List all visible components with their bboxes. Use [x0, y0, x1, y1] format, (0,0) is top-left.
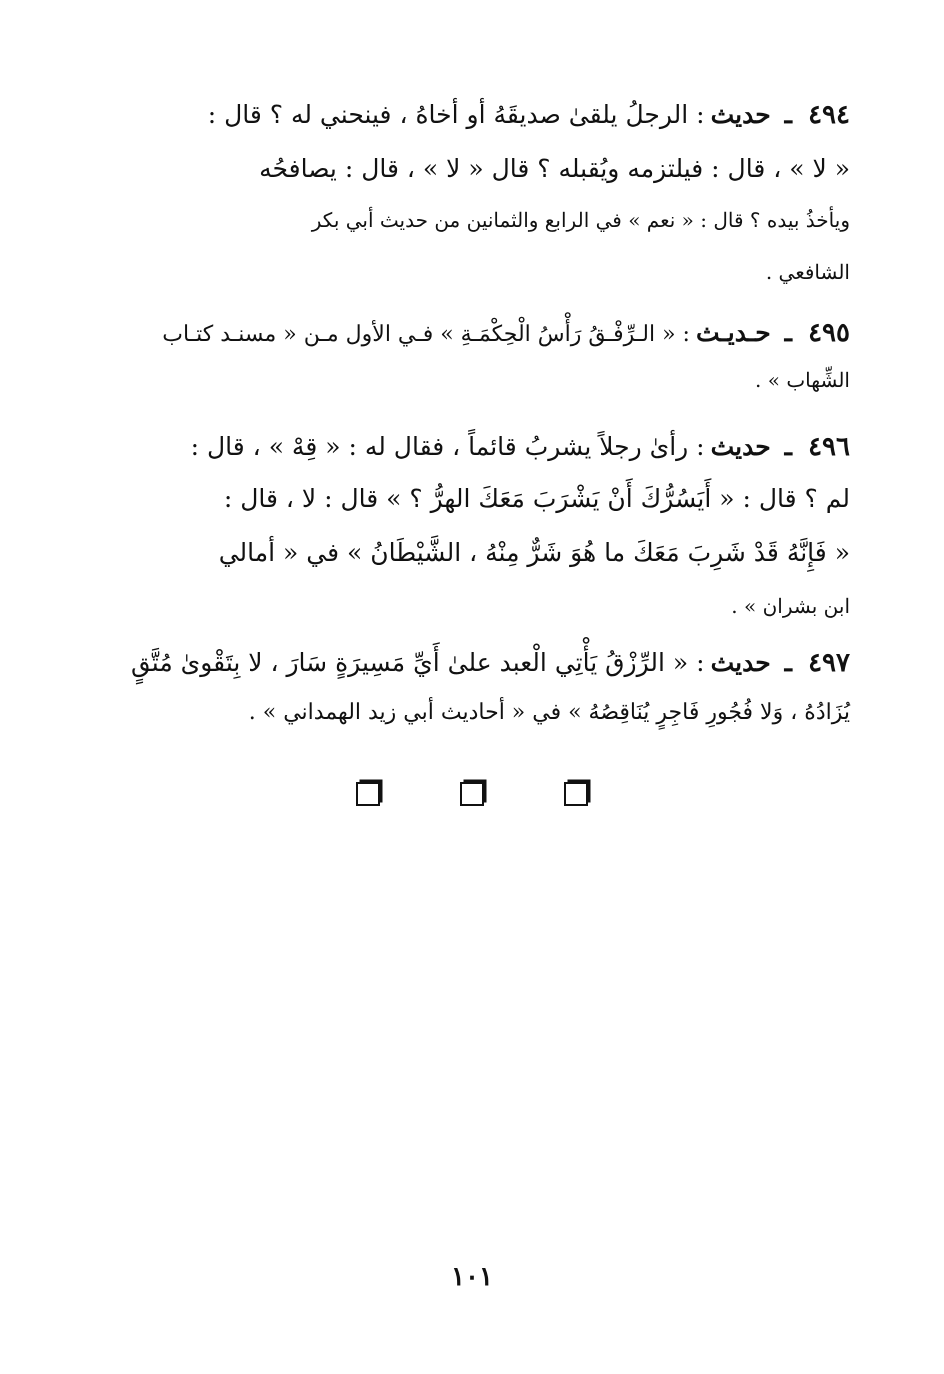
entry-dash: ـ [784, 648, 792, 677]
entry-number: ٤٩٧ [808, 648, 850, 678]
entry-dash: ـ [784, 100, 792, 129]
square-ornament-icon [356, 782, 380, 806]
entry-text-line: لم ؟ قال : « أَيَسُرُّكَ أَنْ يَشْرَبَ مَعَكَ الهرُّ ؟ » قال : لا ، قال : [223, 484, 850, 513]
entry-keyword: حديث [710, 100, 771, 129]
entry-text-line: ويأخذُ بيده ؟ قال : « نعم » في الرابع والثمانين من حديث أبي بكر [311, 208, 850, 232]
entry-text-line: « فَإِنَّهُ قَدْ شَرِبَ مَعَكَ ما هُوَ شَرٌّ مِنْهُ ، الشَّيْطَانُ » في « أمالي [218, 538, 850, 567]
square-ornament-icon [460, 782, 484, 806]
hadith-entry-494 [100, 100, 850, 304]
hadith-entry-497 [100, 648, 850, 748]
entry-text-line: « لا » ، قال : فيلتزمه ويُقبله ؟ قال « لا » ، قال : يصافحُه [259, 154, 850, 183]
entry-number: ٤٩٤ [808, 100, 850, 130]
hadith-entry-496 [100, 432, 850, 638]
entry-dash: ـ [784, 318, 792, 347]
entry-text-line: : رأىٰ رجلاً يشربُ قائماً ، فقال له : « قِهْ » ، قال : [190, 432, 705, 461]
hadith-entry-495 [100, 318, 850, 412]
entry-first-line [100, 648, 850, 700]
entry-keyword: حديث [710, 432, 771, 461]
entry-first-line [100, 318, 850, 368]
entry-number: ٤٩٥ [808, 318, 850, 348]
entry-keyword: حديث [710, 648, 771, 677]
entry-first-line [100, 100, 850, 154]
entry-keyword: حـديـث [695, 318, 771, 347]
entry-text-line: : الرجلُ يلقىٰ صديقَهُ أو أخاهُ ، فينحني له ؟ قال : [207, 100, 705, 129]
entry-text-line: ابن بشران » . [731, 594, 850, 618]
section-divider-ornaments [0, 782, 944, 806]
entry-text-line: : « الـرِّفْـقُ رَأْسُ الْحِكْمَـةِ » فـي الأول مـن « مسنـد كتـاب [162, 322, 690, 347]
entry-first-line [100, 432, 850, 484]
square-ornament-icon [564, 782, 588, 806]
entry-text-line: الشافعي . [765, 260, 850, 284]
page-number: ١٠١ [451, 1262, 493, 1292]
entry-dash: ـ [784, 432, 792, 461]
entry-text-line: الشِّهاب » . [755, 368, 850, 392]
entry-text-line: يُزَادُهُ ، وَلا فُجُورِ فَاجِرٍ يُنَاقِصُهُ » في « أحاديث أبي زيد الهمداني » . [248, 700, 850, 725]
entry-text-line: : « الرِّزْقُ يَأْتِي الْعبد علىٰ أَيِّ مَسِيرَةٍ سَارَ ، لا بِتَقْوىٰ مُتَّقٍ [130, 648, 705, 677]
entry-number: ٤٩٦ [808, 432, 850, 462]
